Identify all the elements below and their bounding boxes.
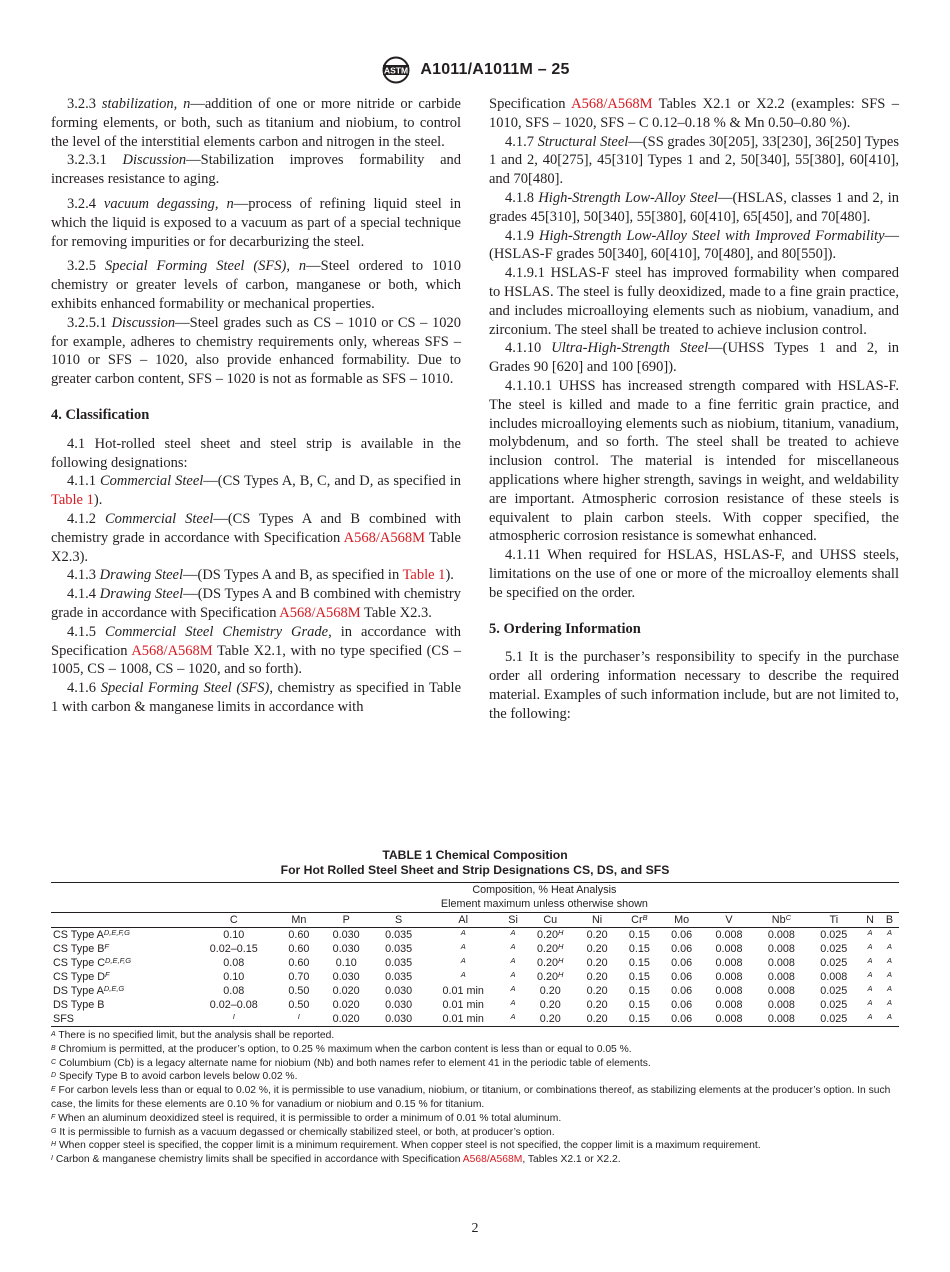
table-cell: A [460, 942, 466, 951]
table-cell: 0.025 [820, 957, 848, 969]
table-caption: TABLE 1 Chemical Composition [382, 848, 568, 862]
footnote: $^E$ For carbon levels less than or equal to 0.02 %, it is permissible to use vanadium, niobium, or titanium, or combinations thereof, as stabilizing elements at the producer’s option. In such case, the limits for these elements are 0.10 % for vanadium or niobium and 0.15 % for titanium. [51, 1085, 891, 1110]
table-cell: 0.10 [223, 929, 245, 941]
table-cell: A [867, 942, 873, 951]
table-cell: 0.06 [671, 999, 693, 1011]
footnote: $^C$ Columbium (Cb) is a legacy alternate name for niobium (Nb) and both names refer to element 41 in the periodic table of elements. [51, 1057, 651, 1069]
footnote: $^H$ When copper steel is specified, the copper limit is a minimum requirement. When copper steel is not specified, the copper limit is a maximum requirement. [51, 1140, 761, 1152]
paragraph: 4.1.11 When required for HSLAS, HSLAS-F, and UHSS steels, limitations on the use of one or more of the microalloy elements shall be specified on the order. [489, 547, 899, 601]
table-cell: 0.020 [320, 1012, 372, 1027]
table-cell: I [190, 1012, 278, 1027]
table-cell: A [510, 928, 516, 937]
table-cell: 0.008 [703, 1012, 755, 1027]
paragraph: Specification A568/A568M Tables X2.1 or X2.2 (examples: SFS – 1010, SFS – 1020, SFS – C 0.12–0.18 % & Mn 0.50–0.80 %). [489, 96, 899, 131]
table-cell: 0.008 [767, 943, 795, 955]
table-cell: $0.20^H$ [537, 970, 564, 983]
table-cell: A [510, 956, 516, 965]
document-designation: A1011/A1011M – 25 [420, 61, 570, 78]
table-cell: 0.025 [820, 929, 848, 941]
column-header: C [190, 913, 278, 928]
table-cell: 0.06 [671, 971, 693, 983]
table-row [51, 970, 899, 984]
footnote: $^F$ When an aluminum deoxidized steel is required, it is permissible to order a minimum of 0.01 % total aluminum. [51, 1112, 562, 1124]
table-cell: 0.01 min [425, 1012, 502, 1027]
table-cell: A [886, 984, 892, 993]
table-cell: 0.15 [628, 929, 650, 941]
chemical-composition-table [51, 848, 899, 1167]
footnote: $^A$ There is no specified limit, but the analysis shall be reported. [51, 1030, 335, 1041]
table-cell: 0.008 [715, 985, 743, 997]
table-cell: $0.20^H$ [537, 928, 564, 941]
table-cell: 0.06 [671, 957, 693, 969]
table-cell: A [867, 984, 873, 993]
table-cell: 0.030 [385, 999, 413, 1011]
table-cell: 0.008 [767, 929, 795, 941]
table-cell: A [867, 956, 873, 965]
table-cell: 0.20 [525, 1012, 576, 1027]
table-cell: 0.60 [288, 929, 310, 941]
column-header: S [372, 913, 424, 928]
left-column [51, 95, 461, 717]
table-cell: 0.15 [618, 1012, 660, 1027]
row-label: DS Type B [53, 999, 105, 1011]
column-header: P [320, 913, 372, 928]
row-label: CS Type $B^F$ [53, 942, 110, 955]
table-cell: A [510, 998, 516, 1007]
column-header: Mn [278, 913, 320, 928]
paragraph: 4.1.5 Commercial Steel Chemistry Grade, in accordance with Specification A568/A568M Table X2.1, with no type specified (CS – 1005, CS – 1008, CS – 1020, and so forth). [51, 623, 462, 678]
table-row [51, 928, 899, 943]
table-cell: 0.020 [332, 985, 360, 997]
table-cell: 0.008 [715, 971, 743, 983]
column-header: $Nb^C$ [755, 913, 807, 928]
table-cell: 0.01 min [442, 999, 484, 1011]
table-cell: A [886, 942, 892, 951]
table-cell: 0.035 [385, 929, 413, 941]
table-cell: 0.008 [755, 1012, 807, 1027]
footnote: $^B$ Chromium is permitted, at the producer’s option, to 0.25 % maximum when the carbon content is less than or equal to 0.05 %. [51, 1043, 632, 1055]
table-cell: 0.008 [715, 929, 743, 941]
table-cell: 0.008 [715, 957, 743, 969]
table-cell: 0.008 [767, 999, 795, 1011]
paragraph: 3.2.3 stabilization, n—addition of one or more nitride or carbide forming elements, or both, such as titanium and niobium, to control the level of the interstitial elements carbon and nitrogen in the steel. [51, 96, 461, 150]
table-cell: 0.035 [385, 971, 413, 983]
table-cell: 0.025 [820, 943, 848, 955]
table-cell: 0.20 [586, 943, 608, 955]
logo-text: ASTM [384, 65, 409, 76]
paragraph: 3.2.5.1 Discussion—Steel grades such as CS – 1010 or CS – 1020 for example, adheres to chemistry requirements only, whereas SFS – 1010 or SFS – 1020, also provide enhanced formability. Due to greater carbon content, SFS – 1020 is not as formable as SFS – 1010. [51, 314, 462, 388]
row-label: CS Type $C^{D,E,F,G}$ [53, 956, 132, 969]
table-cell: 0.035 [385, 943, 413, 955]
page-header [0, 55, 950, 85]
paragraph: 4.1.6 Special Forming Steel (SFS), chemistry as specified in Table 1 with carbon & manganese limits in accordance with [51, 680, 462, 715]
column-header: Ni [576, 913, 618, 928]
paragraph: 4.1.3 Drawing Steel—(DS Types A and B, as specified in Table 1). [67, 567, 454, 584]
row-label: CS Type $A^{D,E,F,G}$ [53, 928, 130, 941]
table-cell: A [867, 998, 873, 1007]
table-row [51, 984, 899, 998]
table-cell: 0.008 [820, 971, 848, 983]
table-cell: I [278, 1012, 320, 1027]
paragraph: 4.1.7 Structural Steel—(SS grades 30[205], 33[230], 36[250] Types 1 and 2, 40[275], 45[310] Types 1 and 2, 50[340], 55[380], 60[410], and 70[480]. [489, 133, 899, 188]
table-cell: A [510, 942, 516, 951]
table-cell: 0.06 [671, 985, 693, 997]
table-cell: A [867, 928, 873, 937]
table-cell: 0.20 [586, 999, 608, 1011]
table-cell: 0.15 [628, 971, 650, 983]
table-cell: 0.20 [539, 985, 561, 997]
paragraph: 3.2.5 Special Forming Steel (SFS), n—Steel ordered to 1010 chemistry or greater levels of carbon, manganese or both, which exhibits enhanced formability or mechanical properties. [51, 258, 461, 312]
table-cell: 0.50 [288, 985, 310, 997]
table-cell: 0.06 [671, 943, 693, 955]
row-label: DS Type $A^{D,E,G}$ [53, 984, 125, 997]
section-heading: 4. Classification [51, 406, 150, 423]
table-cell: 0.15 [628, 957, 650, 969]
column-header: V [703, 913, 755, 928]
row-header-spacer [51, 913, 190, 928]
table-row [51, 1012, 899, 1027]
table-subcaption: For Hot Rolled Steel Sheet and Strip Designations CS, DS, and SFS [280, 863, 670, 877]
spec-link[interactable]: A568/A568M [571, 96, 653, 112]
column-header: N [860, 913, 880, 928]
table-cell: 0.20 [576, 1012, 618, 1027]
table-cell: A [867, 970, 873, 979]
composition-header: Composition, % Heat Analysis Element maximum unless otherwise shown [190, 883, 899, 913]
table-cell: 0.025 [808, 1012, 860, 1027]
table-cell: 0.030 [372, 1012, 424, 1027]
column-header: Mo [661, 913, 703, 928]
table-cell: 0.20 [539, 999, 561, 1011]
spec-link[interactable]: A568/A568M [462, 1154, 523, 1166]
table-cell: 0.025 [820, 999, 848, 1011]
table-cell: 0.06 [671, 929, 693, 941]
paragraph: 3.2.3.1 Discussion—Stabilization improves formability and increases resistance to aging. [51, 152, 461, 188]
paragraph: 4.1.9 High-Strength Low-Alloy Steel with Improved Formability—(HSLAS-F grades 50[340], 60[410], 70[480], and 80[550]). [489, 227, 900, 263]
footnote: $^G$ It is permissible to furnish as a vacuum degassed or chemically stabilized steel, or both, at producer’s option. [51, 1126, 555, 1138]
table-cell: 0.60 [288, 943, 310, 955]
section-heading: 5. Ordering Information [489, 620, 641, 637]
table-cell: 0.030 [385, 985, 413, 997]
column-header: B [880, 913, 899, 928]
paragraph: 4.1 Hot-rolled steel sheet and steel strip is available in the following designations: [51, 435, 461, 471]
spec-link[interactable]: A568/A568M [131, 642, 213, 659]
table-row [51, 956, 899, 970]
column-header: Al [425, 913, 502, 928]
table-cell: 0.008 [767, 957, 795, 969]
spec-link[interactable]: A568/A568M [279, 604, 361, 621]
table-cell: 0.15 [628, 999, 650, 1011]
table-cell: 0.50 [288, 999, 310, 1011]
table-cell: A [886, 928, 892, 937]
table-cell: A [886, 956, 892, 965]
table-cell: A [860, 1012, 880, 1027]
column-header: Cu [525, 913, 576, 928]
row-label: CS Type $D^F$ [53, 970, 110, 983]
column-header: $Cr^B$ [618, 913, 660, 928]
table-cell: 0.030 [332, 971, 360, 983]
table-cell: 0.008 [715, 999, 743, 1011]
table-cell: 0.15 [628, 943, 650, 955]
paragraph: 4.1.10.1 UHSS has increased strength compared with HSLAS-F. The steel is killed and made to a fine ferritic grain practice, and includes microalloying elements such as niobium, titanium, vanadium, molybdenum, and so forth. The steel shall be treated to achieve inclusion control. The material is intended for miscellaneous applications where higher strength, savings in weight, and weldability are important. Atmospheric corrosion resistance of these steels is equivalent to plain carbon steels. With copper specified, the atmospheric corrosion resistance is somewhat enhanced. [489, 377, 899, 545]
table-cell: 0.70 [288, 971, 310, 983]
table-cell: 0.08 [223, 985, 245, 997]
table-cell: A [460, 928, 466, 937]
paragraph: 5.1 It is the purchaser’s responsibility to specify in the purchase order all ordering information necessary to describe the required material. Examples of such information include, but are not limited to, the following: [489, 649, 899, 722]
astm-logo-icon [380, 56, 412, 84]
paragraph: 4.1.10 Ultra-High-Strength Steel—(UHSS Types 1 and 2, in Grades 90 [620] and 100 [690]). [489, 340, 899, 376]
table-cell: 0.02–0.15 [209, 943, 258, 955]
table-cell: 0.02–0.08 [209, 999, 258, 1011]
table-cell: A [886, 970, 892, 979]
table-cell: A [880, 1012, 899, 1027]
table-cell: $0.20^H$ [537, 942, 564, 955]
table-cell: 0.025 [820, 985, 848, 997]
table-row [51, 998, 899, 1012]
table-cell: 0.008 [715, 943, 743, 955]
table-cell: 0.030 [332, 943, 360, 955]
footnote: $^I$ Carbon & manganese chemistry limits shall be specified in accordance with Specification A568/A568M, Tables X2.1 or X2.2. [51, 1154, 621, 1166]
paragraph: 4.1.9.1 HSLAS-F steel has improved formability when compared to HSLAS. The steel is fully deoxidized, made to a fine grain practice, and includes microalloying elements such as niobium, vanadium, and zirconium. The steel shall be treated to achieve inclusion control. [489, 265, 899, 338]
spec-link[interactable]: A568/A568M [343, 529, 426, 546]
table-cell: 0.20 [586, 929, 608, 941]
table-row [51, 942, 899, 956]
table-cell: A [460, 970, 466, 979]
table-cell: A [510, 984, 516, 993]
table-cell: 0.008 [767, 985, 795, 997]
table-cell: A [502, 1012, 525, 1027]
table-cell: 0.10 [223, 971, 245, 983]
row-header-spacer [51, 883, 190, 913]
table-cell: 0.08 [223, 957, 245, 969]
table-cell: 0.20 [586, 985, 608, 997]
paragraph: 3.2.4 vacuum degassing, n—process of refining liquid steel in which the liquid is exposed to a vacuum as part of a special technique for removing impurities or for decarburizing the steel. [51, 195, 461, 250]
table-cell: 0.030 [332, 929, 360, 941]
table-cell: A [886, 998, 892, 1007]
column-header: Si [502, 913, 525, 928]
page-number: 2 [471, 1221, 479, 1236]
paragraph: 4.1.8 High-Strength Low-Alloy Steel—(HSLAS, classes 1 and 2, in grades 45[310], 50[340], 55[380], 60[410], 65[450], and 70[480]. [489, 189, 899, 225]
right-column [489, 95, 899, 724]
table-cell: 0.60 [288, 957, 310, 969]
table-cell: 0.06 [661, 1012, 703, 1027]
table-cell: 0.035 [385, 957, 413, 969]
table-cell: 0.008 [767, 971, 795, 983]
table-cell: $0.20^H$ [537, 956, 564, 969]
table-cell: 0.10 [335, 957, 357, 969]
paragraph: 4.1.1 Commercial Steel—(CS Types A, B, C, and D, as specified in Table 1). [51, 473, 461, 509]
table-cell: 0.020 [332, 999, 360, 1011]
table-cell: 0.01 min [442, 985, 484, 997]
paragraph: 4.1.2 Commercial Steel—(CS Types A and B combined with chemistry grade in accordance with Specification A568/A568M Table X2.3). [51, 510, 461, 565]
table-link[interactable]: Table 1 [402, 567, 446, 584]
footnote: $^D$ Specify Type B to avoid carbon levels below 0.02 %. [51, 1071, 298, 1083]
paragraph: 4.1.4 Drawing Steel—(DS Types A and B combined with chemistry grade in accordance with Specification A568/A568M Table X2.3. [51, 586, 461, 621]
table-cell: 0.20 [586, 957, 608, 969]
table-cell: 0.20 [586, 971, 608, 983]
table-link[interactable]: Table 1 [51, 492, 94, 509]
table-footnotes [51, 1029, 899, 1167]
column-header: Ti [808, 913, 860, 928]
table-cell: 0.15 [628, 985, 650, 997]
row-label: SFS [51, 1012, 190, 1027]
table-cell: A [460, 956, 466, 965]
table-cell: A [510, 970, 516, 979]
